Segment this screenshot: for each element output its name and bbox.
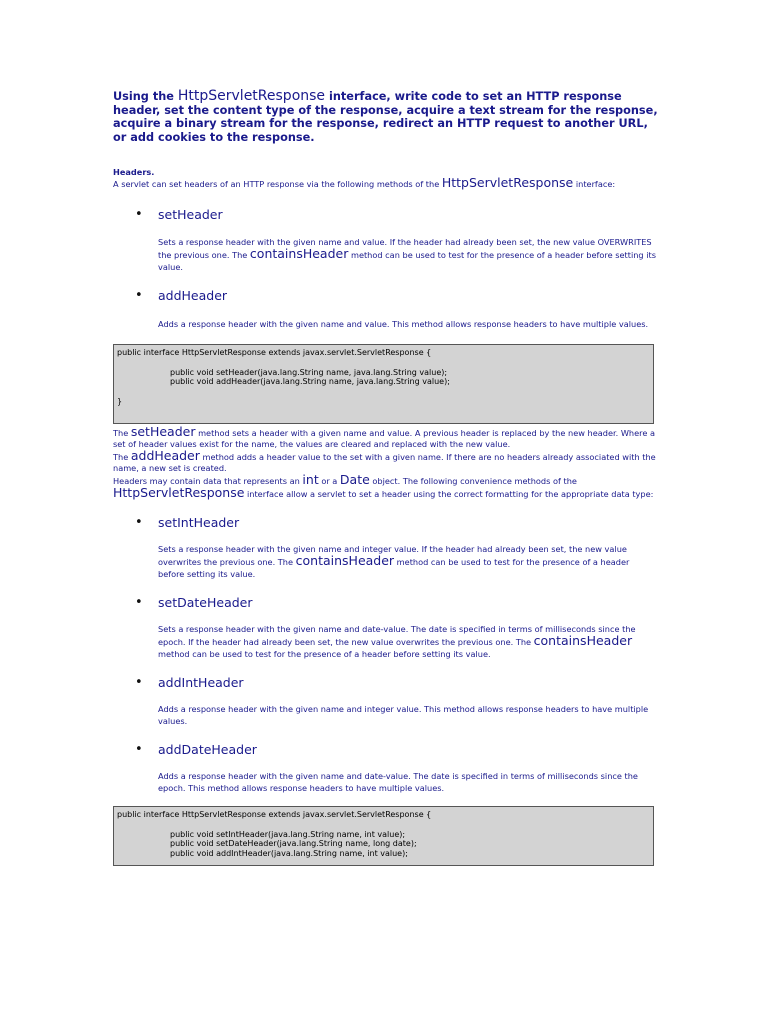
method-list-1 [113, 207, 658, 330]
method-item: • setDateHeader [135, 595, 253, 610]
code-line: public interface HttpServletResponse extends javax.servlet.ServletResponse { [117, 810, 432, 819]
method-description: Sets a response header with the given name and date-value. The date is specified in terms of milliseconds since the epoch. If the header had already been set, the new value overwrites the previous one. The containsHeader method can be used to test for the presence of a header before setting its value. [158, 624, 636, 659]
method-description: Sets a response header with the given name and value. If the header had already been set, the new value OVERWRITES the previous one. The containsHeader method can be used to test for the presence of a header before setting its value. [158, 237, 656, 272]
paragraph-setheader: The setHeader method sets a header with a given name and value. A previous header is replaced by the new header. Where a set of header values exist for the name, the values are cleared and replaced with the new value. [113, 424, 655, 449]
method-item: • addIntHeader [135, 675, 244, 690]
code-line: public void setDateHeader(java.lang.String name, long date); [170, 839, 417, 848]
code-line: public void addIntHeader(java.lang.String name, int value); [170, 848, 408, 858]
code-line: } [117, 396, 123, 406]
bullet-icon: • [135, 207, 143, 222]
method-description: Adds a response header with the given name and value. This method allows response headers to have multiple values. [158, 319, 649, 329]
headers-intro: A servlet can set headers of an HTTP response via the following methods of the HttpServletResponse interface: [113, 175, 616, 190]
method-item: • addHeader [135, 288, 228, 303]
paragraph-addheader: The addHeader method adds a header value to the set with a given name. If there are no headers already associated with the name, a new set is created. [113, 448, 656, 473]
method-description: Adds a response header with the given name and date-value. The date is specified in terms of milliseconds since the epoch. This method allows response headers to have multiple values. [158, 771, 638, 793]
bullet-icon: • [135, 515, 143, 530]
document-page [113, 90, 658, 866]
bullet-icon: • [135, 742, 143, 757]
method-item: • addDateHeader [135, 742, 257, 757]
method-description: Adds a response header with the given name and integer value. This method allows response headers to have multiple values. [158, 704, 649, 726]
method-list-2 [113, 515, 658, 794]
bullet-icon: • [135, 595, 143, 610]
code-line: public void addHeader(java.lang.String name, java.lang.String value); [170, 377, 450, 386]
code-line: public void setHeader(java.lang.String name, java.lang.String value); [170, 367, 448, 377]
heading-code: HttpServletResponse [177, 88, 326, 104]
paragraph-headers-data: Headers may contain data that represents an int or a Date object. The following convenience methods of the HttpServletResponse interface allow a servlet to set a header using the correct formatting for the appropriate data type: [113, 472, 654, 500]
method-item: • setHeader [135, 207, 223, 222]
code-line: public interface HttpServletResponse extends javax.servlet.ServletResponse { [117, 348, 432, 357]
bullet-icon: • [135, 288, 143, 303]
method-item: • setIntHeader [135, 515, 240, 530]
bullet-icon: • [135, 675, 143, 690]
section-heading: Using the HttpServletResponse interface, write code to set an HTTP response header, set the content type of the response, acquire a text stream for the response, acquire a binary stream for the response, redirect an HTTP request to another URL, or add cookies to the response. [113, 88, 658, 144]
code-block-1 [113, 344, 654, 424]
code-line: public void setIntHeader(java.lang.String name, int value); [170, 829, 406, 839]
headers-label: Headers. [113, 167, 155, 177]
method-description: Sets a response header with the given name and integer value. If the header had already been set, the new value overwrites the previous one. The containsHeader method can be used to test for the presence of a header before setting its value. [158, 544, 630, 579]
code-block-2 [113, 806, 654, 866]
